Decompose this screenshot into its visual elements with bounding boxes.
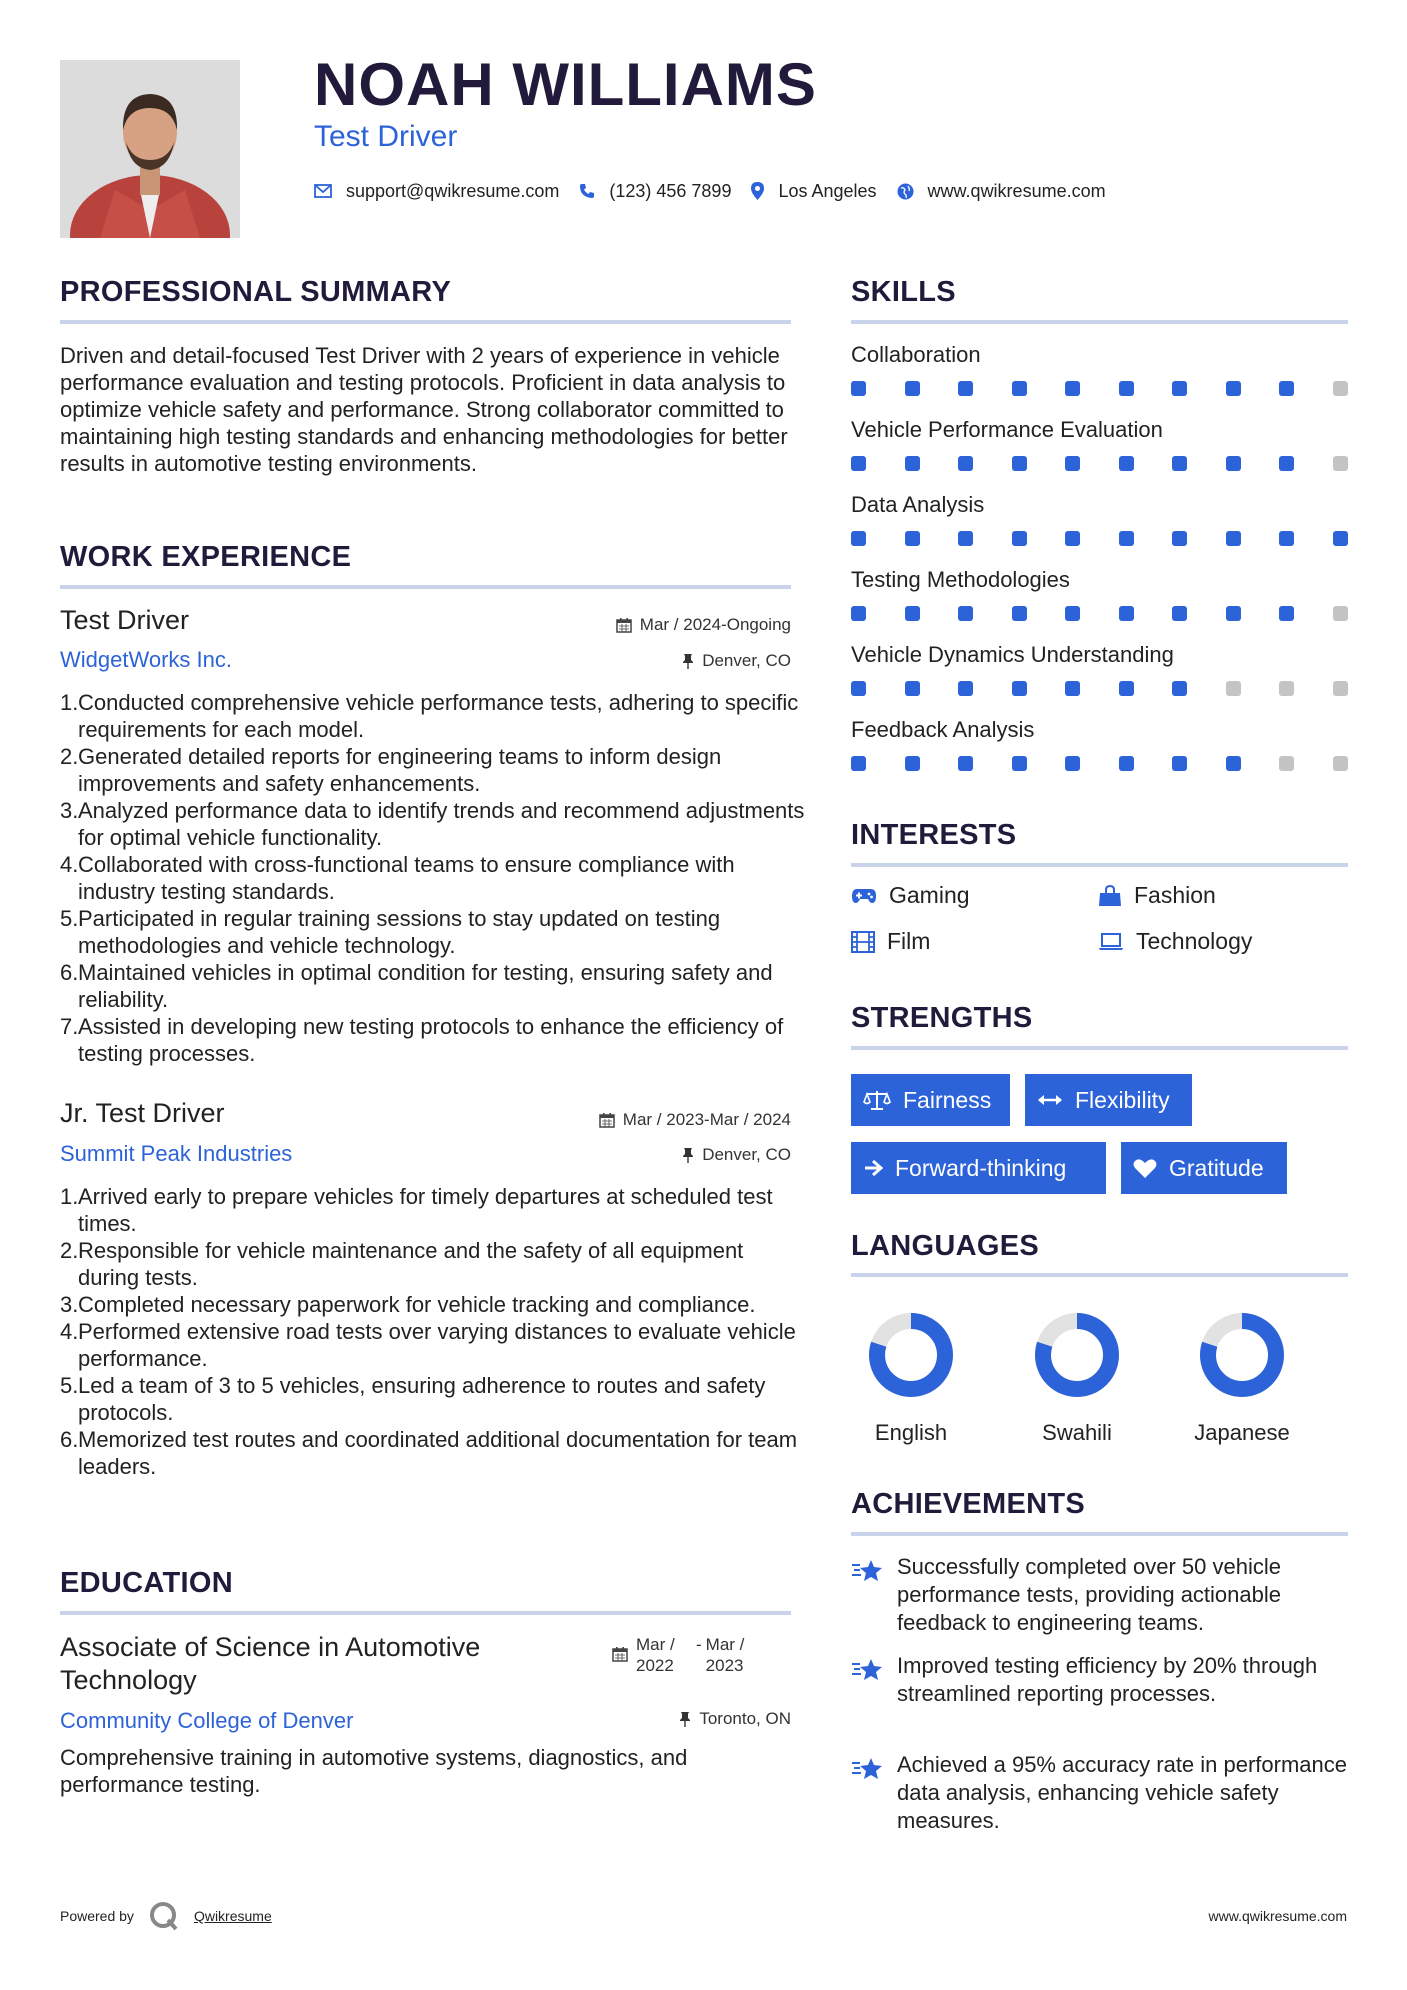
skill-dot-empty: [1226, 681, 1241, 696]
interest-fashion: [1098, 882, 1216, 909]
summary-text: Driven and detail-focused Test Driver with 2 years of experience in vehicle performance evaluation and testing protocols. Proficient in data analysis to optimize vehicle safety and performance. Strong collaborator committed to maintaining high testing standards and enhancing methodologies for better results in automotive testing environments.: [60, 343, 788, 476]
shooting-star-icon: [851, 1656, 885, 1684]
skill-dot-filled: [1012, 606, 1027, 621]
skill-dot-filled: [851, 456, 866, 471]
skill-dot-filled: [1119, 606, 1134, 621]
email-text: support@qwikresume.com: [346, 180, 560, 201]
shopping-bag-icon: [1098, 885, 1122, 907]
job-location-text: Denver, CO: [702, 1145, 791, 1164]
job-title: Test Driver: [60, 605, 190, 635]
pushpin-icon: [682, 1147, 694, 1163]
skill-dot-filled: [1065, 456, 1080, 471]
pushpin-icon: [682, 653, 694, 669]
bullet-text: Maintained vehicles in optimal condition for testing, ensuring safety and reliability.: [78, 960, 773, 1012]
list-item: 4. Performed extensive road tests over varying distances to evaluate vehicle performance.: [60, 1319, 796, 1371]
skill-rating: [851, 681, 1348, 696]
skill-dot-empty: [1333, 381, 1348, 396]
heart-icon: [1133, 1158, 1157, 1179]
job-location: [682, 651, 791, 671]
skill-dot-filled: [905, 456, 920, 471]
interest-label: Film: [887, 928, 931, 954]
skill-dot-filled: [958, 456, 973, 471]
strength-label: Fairness: [903, 1086, 992, 1113]
language-english: [841, 1310, 981, 1446]
skill-dot-filled: [1012, 681, 1027, 696]
globe-icon: [897, 183, 914, 200]
list-item: 6. Maintained vehicles in optimal condition for testing, ensuring safety and reliability.: [60, 960, 773, 1012]
language-label: Japanese: [1194, 1420, 1290, 1445]
job-date-text: Mar / 2023-Mar / 2024: [622, 1110, 791, 1129]
skill-dot-filled: [958, 681, 973, 696]
language-ring: [1197, 1310, 1287, 1400]
bullet-text: Performed extensive road tests over varying distances to evaluate vehicle performance.: [78, 1319, 796, 1371]
list-item: 3. Completed necessary paperwork for vehicle tracking and compliance.: [60, 1292, 756, 1317]
skill-dot-filled: [1279, 456, 1294, 471]
languages-rule: [851, 1273, 1348, 1277]
contact-location: [751, 181, 876, 202]
list-item: 1. Arrived early to prepare vehicles for timely departures at scheduled test times.: [60, 1184, 773, 1236]
strength-flexibility: [1025, 1074, 1192, 1126]
skill-rating: [851, 756, 1348, 771]
strength-label: Forward-thinking: [895, 1154, 1067, 1181]
interests-rule: [851, 863, 1348, 867]
skill-dot-filled: [1065, 381, 1080, 396]
job-location: [682, 1145, 791, 1165]
education-date-sep: -: [696, 1635, 702, 1654]
powered-by-text: Powered by: [60, 1908, 134, 1924]
job-title: Jr. Test Driver: [60, 1098, 225, 1128]
skill-dot-filled: [851, 531, 866, 546]
education-location: [679, 1709, 791, 1729]
skill-rating: [851, 531, 1348, 546]
job-bullets: [60, 1183, 809, 1480]
balance-scale-icon: [863, 1089, 891, 1111]
skill-dot-filled: [1172, 456, 1187, 471]
skill-dot-filled: [1279, 381, 1294, 396]
skill-dot-filled: [1226, 531, 1241, 546]
list-item: 1. Conducted comprehensive vehicle performance tests, adhering to specific requirements for each model.: [60, 690, 799, 742]
skill-dot-empty: [1279, 756, 1294, 771]
education-date-end: Mar / 2023: [705, 1635, 745, 1675]
achievement-text: Improved testing efficiency by 20% through streamlined reporting processes.: [897, 1653, 1318, 1706]
skill-name: Vehicle Dynamics Understanding: [851, 642, 1174, 667]
education-date: [612, 1634, 756, 1676]
skill-dot-filled: [851, 606, 866, 621]
skill-dot-filled: [905, 606, 920, 621]
skill-dot-filled: [1172, 606, 1187, 621]
contact-phone[interactable]: [579, 181, 731, 202]
language-japanese: [1172, 1310, 1312, 1446]
website-text: www.qwikresume.com: [927, 180, 1106, 201]
strength-gratitude: [1121, 1142, 1287, 1194]
bullet-text: Assisted in developing new testing protocols to enhance the efficiency of testing processes.: [78, 1014, 784, 1066]
skills-rule: [851, 320, 1348, 324]
skill-dot-filled: [1119, 531, 1134, 546]
skill-rating: [851, 606, 1348, 621]
skill-dot-filled: [1012, 531, 1027, 546]
location-text: Los Angeles: [778, 180, 877, 201]
skill-dot-filled: [1065, 606, 1080, 621]
experience-heading: WORK EXPERIENCE: [60, 541, 352, 573]
film-icon: [851, 931, 875, 953]
education-school[interactable]: Community College of Denver: [60, 1708, 354, 1733]
phone-text: (123) 456 7899: [609, 180, 732, 201]
list-item: 2. Responsible for vehicle maintenance and the safety of all equipment during tests.: [60, 1238, 744, 1290]
interest-technology: [1098, 928, 1252, 955]
skill-dot-filled: [1279, 606, 1294, 621]
skill-dot-filled: [1065, 756, 1080, 771]
skill-dot-filled: [958, 606, 973, 621]
envelope-icon: [314, 184, 332, 198]
skill-dot-filled: [1279, 531, 1294, 546]
skill-name: Data Analysis: [851, 492, 985, 517]
candidate-name: NOAH WILLIAMS: [314, 51, 817, 118]
bullet-text: Responsible for vehicle maintenance and the safety of all equipment during tests.: [78, 1238, 744, 1290]
skill-dot-filled: [958, 381, 973, 396]
skill-dot-empty: [1333, 606, 1348, 621]
language-swahili: [1007, 1310, 1147, 1446]
skill-dot-filled: [1172, 531, 1187, 546]
achievement-text: Achieved a 95% accuracy rate in performance data analysis, enhancing vehicle safety measures.: [897, 1752, 1348, 1833]
language-ring: [1032, 1310, 1122, 1400]
achievement-item: [851, 1652, 1348, 1708]
skill-dot-filled: [905, 531, 920, 546]
skill-rating: [851, 456, 1348, 471]
skill-name: Feedback Analysis: [851, 717, 1035, 742]
job-date: [599, 1110, 791, 1130]
skill-dot-filled: [1065, 531, 1080, 546]
achievements-heading: ACHIEVEMENTS: [851, 1488, 1086, 1520]
skill-dot-filled: [1012, 381, 1027, 396]
skill-dot-filled: [1172, 681, 1187, 696]
job-bullets: [60, 689, 809, 1067]
arrow-right-icon: [863, 1159, 883, 1177]
skill-dot-filled: [1226, 381, 1241, 396]
strength-fairness: [851, 1074, 1010, 1126]
bullet-text: Completed necessary paperwork for vehicle tracking and compliance.: [78, 1292, 756, 1317]
qwikresume-logo-icon: [148, 1900, 180, 1932]
skill-dot-filled: [1012, 456, 1027, 471]
candidate-title: Test Driver: [314, 120, 458, 153]
skill-dot-filled: [1333, 531, 1348, 546]
skill-dot-filled: [905, 681, 920, 696]
skill-dot-filled: [1119, 756, 1134, 771]
contact-bar: [314, 178, 1126, 204]
strength-label: Flexibility: [1075, 1086, 1170, 1113]
bullet-text: Analyzed performance data to identify trends and recommend adjustments for optimal vehicle functionality.: [78, 798, 805, 850]
language-label: Swahili: [1042, 1420, 1112, 1445]
arrows-horizontal-icon: [1037, 1093, 1063, 1107]
skill-dot-filled: [851, 381, 866, 396]
strength-forward-thinking: [851, 1142, 1106, 1194]
strength-label: Gratitude: [1169, 1154, 1264, 1181]
bullet-text: Arrived early to prepare vehicles for timely departures at scheduled test times.: [78, 1184, 773, 1236]
list-item: 5. Participated in regular training sessions to stay updated on testing methodologies and vehicle technology.: [60, 906, 721, 958]
skill-dot-filled: [958, 756, 973, 771]
skill-dot-filled: [1172, 756, 1187, 771]
skill-dot-empty: [1333, 681, 1348, 696]
skill-dot-filled: [1012, 756, 1027, 771]
skill-name: Vehicle Performance Evaluation: [851, 417, 1163, 442]
calendar-icon: [612, 1646, 628, 1662]
list-item: 4. Collaborated with cross-functional teams to ensure compliance with industry testing standards.: [60, 852, 735, 904]
languages-heading: LANGUAGES: [851, 1230, 1039, 1262]
bullet-text: Collaborated with cross-functional teams to ensure compliance with industry testing standards.: [78, 852, 735, 904]
profile-photo: [60, 60, 240, 238]
skill-dot-filled: [958, 531, 973, 546]
laptop-icon: [1098, 933, 1124, 951]
achievement-text: Successfully completed over 50 vehicle performance tests, providing actionable feedback to engineering teams.: [897, 1554, 1281, 1635]
education-degree: Associate of Science in Automotive Technology: [60, 1632, 481, 1695]
bullet-text: Generated detailed reports for engineering teams to inform design improvements and safety enhancements.: [78, 744, 722, 796]
shooting-star-icon: [851, 1755, 885, 1783]
skill-dot-empty: [1333, 756, 1348, 771]
experience-rule: [60, 585, 791, 589]
calendar-icon: [599, 1112, 615, 1128]
skill-dot-filled: [1119, 381, 1134, 396]
strengths-rule: [851, 1046, 1348, 1050]
skill-name: Collaboration: [851, 342, 981, 367]
strengths-heading: STRENGTHS: [851, 1002, 1033, 1034]
skill-dot-filled: [851, 756, 866, 771]
skill-dot-filled: [1119, 681, 1134, 696]
calendar-icon: [616, 617, 632, 633]
job-date: [616, 615, 791, 635]
job-date-text: Mar / 2024-Ongoing: [639, 615, 791, 634]
education-date-start: Mar / 2022: [636, 1635, 675, 1675]
footer-website[interactable]: www.qwikresume.com: [1208, 1908, 1347, 1924]
skill-dot-filled: [1226, 606, 1241, 621]
list-item: 3. Analyzed performance data to identify trends and recommend adjustments for optimal vehicle functionality.: [60, 798, 805, 850]
skill-dot-empty: [1279, 681, 1294, 696]
skill-dot-empty: [1333, 456, 1348, 471]
education-location-text: Toronto, ON: [699, 1709, 791, 1728]
list-item: 7. Assisted in developing new testing protocols to enhance the efficiency of testing processes.: [60, 1014, 784, 1066]
contact-email[interactable]: [314, 181, 559, 202]
job-location-text: Denver, CO: [702, 651, 791, 670]
skill-rating: [851, 381, 1348, 396]
skill-dot-filled: [1226, 756, 1241, 771]
skill-dot-filled: [851, 681, 866, 696]
interest-film: [851, 928, 930, 955]
language-ring: [866, 1310, 956, 1400]
summary-rule: [60, 320, 791, 324]
list-item: 2. Generated detailed reports for engineering teams to inform design improvements and safety enhancements.: [60, 744, 722, 796]
skill-dot-filled: [1226, 456, 1241, 471]
achievement-item: [851, 1553, 1348, 1637]
interest-gaming: [851, 882, 970, 909]
skill-dot-filled: [1172, 381, 1187, 396]
interest-label: Fashion: [1134, 882, 1216, 908]
list-item: 6. Memorized test routes and coordinated additional documentation for team leaders.: [60, 1427, 798, 1479]
bullet-text: Memorized test routes and coordinated additional documentation for team leaders.: [78, 1427, 798, 1479]
job-company[interactable]: Summit Peak Industries: [60, 1141, 293, 1166]
skills-heading: SKILLS: [851, 276, 956, 308]
skill-dot-filled: [905, 381, 920, 396]
list-item: 5. Led a team of 3 to 5 vehicles, ensuring adherence to routes and safety protocols.: [60, 1373, 766, 1425]
language-label: English: [874, 1420, 948, 1445]
interest-label: Technology: [1136, 928, 1253, 954]
skill-name: Testing Methodologies: [851, 567, 1070, 592]
skill-dot-filled: [1119, 456, 1134, 471]
pushpin-icon: [679, 1711, 691, 1727]
bullet-text: Conducted comprehensive vehicle performance tests, adhering to specific requirements for each model.: [78, 690, 799, 742]
skill-dot-filled: [905, 756, 920, 771]
interest-label: Gaming: [889, 882, 970, 908]
map-pin-icon: [751, 182, 764, 200]
bullet-text: Participated in regular training sessions to stay updated on testing methodologies and vehicle technology.: [78, 906, 721, 958]
summary-heading: PROFESSIONAL SUMMARY: [60, 276, 452, 308]
phone-icon: [579, 183, 595, 199]
footer-branding: [60, 1900, 272, 1932]
achievements-rule: [851, 1532, 1348, 1536]
bullet-text: Led a team of 3 to 5 vehicles, ensuring adherence to routes and safety protocols.: [78, 1373, 766, 1425]
brand-link[interactable]: Qwikresume: [193, 1908, 272, 1924]
job-company[interactable]: WidgetWorks Inc.: [60, 647, 232, 672]
gamepad-icon: [851, 887, 877, 905]
contact-website[interactable]: [897, 181, 1106, 202]
interests-heading: INTERESTS: [851, 819, 1017, 851]
shooting-star-icon: [851, 1557, 885, 1585]
education-heading: EDUCATION: [60, 1567, 233, 1599]
education-description: Comprehensive training in automotive systems, diagnostics, and performance testing.: [60, 1745, 688, 1797]
skill-dot-filled: [1065, 681, 1080, 696]
achievement-item: [851, 1751, 1348, 1835]
education-rule: [60, 1611, 791, 1615]
